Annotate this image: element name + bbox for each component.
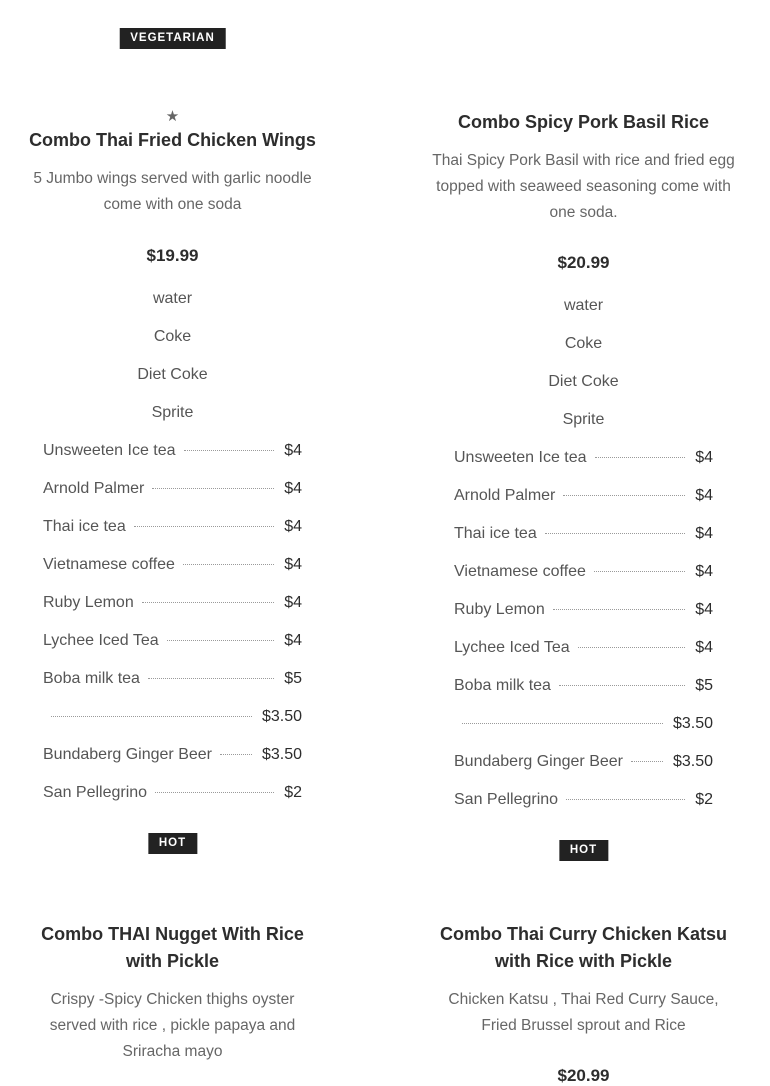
addon-price: $3.50: [261, 746, 302, 763]
dot-leader: [553, 609, 685, 610]
addon-row[interactable]: [428, 781, 739, 819]
addon-row[interactable]: [428, 667, 739, 705]
addon-price: $4: [695, 449, 713, 466]
soda-options: [428, 287, 739, 439]
addon-name: Boba milk tea: [454, 677, 551, 694]
dot-leader: [595, 457, 686, 458]
addon-row[interactable]: [428, 553, 739, 591]
addon-price: $5: [695, 677, 713, 694]
addon-row[interactable]: [17, 432, 328, 470]
dot-leader: [152, 488, 274, 489]
dot-leader: [148, 678, 274, 679]
addon-price: $4: [695, 601, 713, 618]
addon-price: $4: [284, 518, 302, 535]
addon-price: $4: [284, 442, 302, 459]
addon-row[interactable]: [17, 774, 328, 812]
addon-price: $3.50: [672, 715, 713, 732]
addon-name: Boba milk tea: [43, 670, 140, 687]
hot-badge: HOT: [559, 840, 608, 861]
addon-row[interactable]: [428, 515, 739, 553]
addon-price: $5: [284, 670, 302, 687]
addon-name: Vietnamese coffee: [43, 556, 175, 573]
dot-leader: [578, 647, 686, 648]
item-description: 5 Jumbo wings served with garlic noodle come with one soda: [33, 170, 312, 213]
item-title[interactable]: Combo Spicy Pork Basil Rice: [457, 112, 710, 132]
item-description: Crispy -Spicy Chicken thighs oyster served with rice , pickle papaya and Sriracha mayo: [49, 991, 296, 1060]
addon-name: Arnold Palmer: [454, 487, 556, 504]
dot-leader: [545, 533, 685, 534]
addon-name: Ruby Lemon: [454, 601, 545, 618]
addon-name: Arnold Palmer: [43, 480, 145, 497]
addon-price: $4: [284, 594, 302, 611]
addon-row[interactable]: [428, 629, 739, 667]
star-icon: ★: [165, 108, 180, 125]
item-description: Thai Spicy Pork Basil with rice and fried egg topped with seaweed seasoning come with one soda.: [432, 152, 735, 221]
drink-addons: [17, 432, 328, 812]
soda-option[interactable]: water: [152, 290, 193, 307]
addon-price: $4: [695, 487, 713, 504]
addon-price: $4: [284, 556, 302, 573]
item-title[interactable]: Combo THAI Nugget With Rice with Pickle: [41, 924, 304, 971]
addon-name: Lychee Iced Tea: [43, 632, 159, 649]
addon-row[interactable]: [17, 660, 328, 698]
item-price: $19.99: [146, 246, 199, 265]
addon-price: $4: [695, 525, 713, 542]
dot-leader: [183, 564, 274, 565]
dot-leader: [167, 640, 275, 641]
addon-name: Ruby Lemon: [43, 594, 134, 611]
addon-name: Thai ice tea: [454, 525, 537, 542]
soda-option[interactable]: Sprite: [562, 411, 605, 428]
addon-row[interactable]: [17, 698, 328, 736]
addon-row[interactable]: [17, 508, 328, 546]
dot-leader: [134, 526, 274, 527]
addon-name: Lychee Iced Tea: [454, 639, 570, 656]
addon-row[interactable]: [17, 584, 328, 622]
addon-name: Vietnamese coffee: [454, 563, 586, 580]
addon-row[interactable]: [17, 546, 328, 584]
addon-row[interactable]: [17, 470, 328, 508]
dot-leader: [220, 754, 252, 755]
dot-leader: [563, 495, 685, 496]
item-title[interactable]: Combo Thai Fried Chicken Wings: [29, 130, 316, 150]
soda-option[interactable]: Coke: [153, 328, 192, 345]
addon-row[interactable]: [17, 622, 328, 660]
addon-price: $4: [695, 639, 713, 656]
addon-name: Thai ice tea: [43, 518, 126, 535]
dot-leader: [462, 723, 663, 724]
addon-row[interactable]: [428, 705, 739, 743]
dot-leader: [594, 571, 685, 572]
item-description: Chicken Katsu , Thai Red Curry Sauce, Fried Brussel sprout and Rice: [448, 991, 719, 1034]
addon-name: Unsweeten Ice tea: [43, 442, 176, 459]
addon-name: San Pellegrino: [43, 784, 148, 801]
addon-name: Bundaberg Ginger Beer: [43, 746, 212, 763]
vegetarian-badge: VEGETARIAN: [119, 28, 226, 49]
addon-price: $3.50: [261, 708, 302, 725]
dot-leader: [155, 792, 274, 793]
addon-price: $4: [284, 632, 302, 649]
dot-leader: [559, 685, 685, 686]
addon-price: $3.50: [672, 753, 713, 770]
drink-addons: [428, 439, 739, 819]
dot-leader: [566, 799, 685, 800]
soda-option[interactable]: Coke: [564, 335, 603, 352]
dot-leader: [184, 450, 275, 451]
soda-options: [17, 280, 328, 432]
hot-badge: HOT: [148, 833, 197, 854]
soda-option[interactable]: Sprite: [151, 404, 194, 421]
addon-row[interactable]: [428, 591, 739, 629]
addon-price: $2: [695, 791, 713, 808]
addon-name: Unsweeten Ice tea: [454, 449, 587, 466]
soda-option[interactable]: Diet Coke: [137, 366, 208, 383]
addon-name: Bundaberg Ginger Beer: [454, 753, 623, 770]
item-price: $20.99: [557, 253, 610, 272]
addon-price: $4: [695, 563, 713, 580]
addon-row[interactable]: [17, 736, 328, 774]
addon-name: San Pellegrino: [454, 791, 559, 808]
item-title[interactable]: Combo Thai Curry Chicken Katsu with Rice with Pickle: [439, 924, 728, 971]
addon-row[interactable]: [428, 743, 739, 781]
dot-leader: [631, 761, 663, 762]
item-price: $20.99: [557, 1066, 610, 1085]
soda-option[interactable]: Diet Coke: [548, 373, 619, 390]
addon-price: $4: [284, 480, 302, 497]
dot-leader: [51, 716, 252, 717]
addon-row[interactable]: [428, 439, 739, 477]
addon-price: $2: [284, 784, 302, 801]
soda-option[interactable]: water: [563, 297, 604, 314]
dot-leader: [142, 602, 274, 603]
addon-row[interactable]: [428, 477, 739, 515]
